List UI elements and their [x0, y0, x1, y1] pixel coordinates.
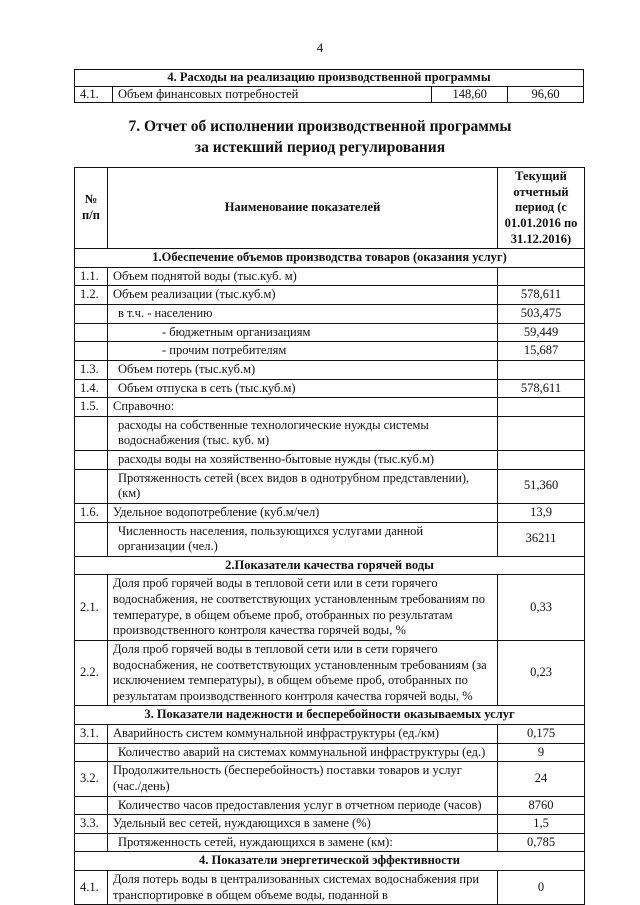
- row-value: [498, 398, 585, 417]
- row-value: 578,611: [498, 286, 585, 305]
- col-number-header: № п/п: [75, 168, 108, 249]
- row-value: 15,687: [498, 342, 585, 361]
- report-table: [74, 167, 585, 905]
- row-value: 96,60: [508, 86, 584, 103]
- row-value: 59,449: [498, 323, 585, 342]
- row-name: Доля проб горячей воды в тепловой сети или в сети горячего водоснабжения, не соответствующих установленным требованиям (за исключением температуры), в общем объеме проб, отобранных по результатам производственного контроля качества горячей воды, %: [108, 640, 498, 706]
- row-value: 0,175: [498, 725, 585, 744]
- row-name: Аварийность систем коммунальной инфраструктуры (ед./км): [108, 725, 498, 744]
- row-name: Объем поднятой воды (тыс.куб. м): [108, 267, 498, 286]
- row-name: Количество аварий на системах коммунальной инфраструктуры (ед.): [108, 743, 498, 762]
- row-number: [75, 451, 108, 470]
- row-number: [75, 342, 108, 361]
- row-value: 503,475: [498, 305, 585, 324]
- row-number: 1.4.: [75, 379, 108, 398]
- table-row: [75, 360, 585, 379]
- row-number: [75, 522, 108, 556]
- row-value: 51,360: [498, 469, 585, 503]
- row-number: [75, 743, 108, 762]
- row-value: [498, 451, 585, 470]
- table-row: [75, 725, 585, 744]
- row-name: Продолжительность (бесперебойность) поставки товаров и услуг (час./день): [108, 762, 498, 796]
- table-row: [75, 451, 585, 470]
- row-value: 9: [498, 743, 585, 762]
- table-row: [75, 86, 584, 103]
- page-number: 4: [316, 40, 324, 55]
- row-value: 0,785: [498, 833, 585, 852]
- row-number: [75, 469, 108, 503]
- report-title-line: 7. Отчет об исполнении производственной программы: [128, 118, 512, 135]
- table-row: [75, 305, 585, 324]
- row-name: Объем потерь (тыс.куб.м): [108, 360, 498, 379]
- table-row: [75, 522, 585, 556]
- row-name: - прочим потребителям: [108, 342, 498, 361]
- row-name: Удельное водопотребление (куб.м/чел): [108, 503, 498, 522]
- table-row: [75, 323, 585, 342]
- table-row: [75, 796, 585, 815]
- table-row: [75, 267, 585, 286]
- row-name: Протяженность сетей, нуждающихся в замене (км):: [108, 833, 498, 852]
- row-name: Протяженность сетей (всех видов в однотрубном представлении), (км): [108, 469, 498, 503]
- table-row: [75, 469, 585, 503]
- row-value: 0,23: [498, 640, 585, 706]
- row-value: 0,33: [498, 575, 585, 641]
- section-title: 1.Обеспечение объемов производства товаров (оказания услуг): [75, 249, 585, 268]
- row-value: 36211: [498, 522, 585, 556]
- row-number: 1.5.: [75, 398, 108, 417]
- row-number: 1.2.: [75, 286, 108, 305]
- table-row: [75, 762, 585, 796]
- row-name: Объем реализации (тыс.куб.м): [108, 286, 498, 305]
- report-title: [0, 117, 640, 159]
- row-number: 4.1.: [75, 871, 108, 905]
- row-number: [75, 305, 108, 324]
- row-name: Справочно:: [108, 398, 498, 417]
- table-row: [75, 640, 585, 706]
- row-number: 3.3.: [75, 815, 108, 834]
- table-row: [75, 743, 585, 762]
- table-row: [75, 815, 585, 834]
- table-row: [75, 833, 585, 852]
- col-name-header: Наименование показателей: [108, 168, 498, 249]
- row-number: [75, 833, 108, 852]
- section-title: 3. Показатели надежности и бесперебойности оказываемых услуг: [75, 706, 585, 725]
- table-row: [75, 871, 585, 905]
- row-value: [498, 360, 585, 379]
- table-row: [75, 286, 585, 305]
- col-value-header: Текущий отчетный период (с 01.01.2016 по 31.12.2016): [498, 168, 585, 249]
- row-number: 4.1.: [75, 86, 113, 103]
- row-name: расходы на собственные технологические нужды системы водоснабжения (тыс. куб. м): [108, 416, 498, 450]
- row-value: 578,611: [498, 379, 585, 398]
- row-value: [498, 267, 585, 286]
- row-number: [75, 796, 108, 815]
- row-value: 8760: [498, 796, 585, 815]
- row-number: 3.1.: [75, 725, 108, 744]
- section-title: 2.Показатели качества горячей воды: [75, 556, 585, 575]
- report-title-line: за истекший период регулирования: [194, 138, 446, 156]
- row-number: 3.2.: [75, 762, 108, 796]
- row-name: - бюджетным организациям: [108, 323, 498, 342]
- table-row: [75, 503, 585, 522]
- row-name: Удельный вес сетей, нуждающихся в замене (%): [108, 815, 498, 834]
- table-row: [75, 342, 585, 361]
- row-number: 2.2.: [75, 640, 108, 706]
- row-value: 0: [498, 871, 585, 905]
- table-row: [75, 575, 585, 641]
- row-name: Доля потерь воды в централизованных системах водоснабжения при транспортировке в общем объеме воды, поданной в: [108, 871, 498, 905]
- row-name: Доля проб горячей воды в тепловой сети или в сети горячего водоснабжения, не соответствующих установленным требованиям по температуре, в общем объеме проб, отобранных по результатам производственного контроля качества горячей воды, %: [108, 575, 498, 641]
- row-value: [498, 416, 585, 450]
- row-number: 1.6.: [75, 503, 108, 522]
- section-title: 4. Показатели энергетической эффективности: [75, 852, 585, 871]
- row-name: расходы воды на хозяйственно-бытовые нужды (тыс.куб.м): [108, 451, 498, 470]
- row-number: [75, 323, 108, 342]
- row-name: Численность населения, пользующихся услугами данной организации (чел.): [108, 522, 498, 556]
- row-name: Объем отпуска в сеть (тыс.куб.м): [108, 379, 498, 398]
- expenses-table: [74, 69, 584, 103]
- row-value: 1,5: [498, 815, 585, 834]
- table-row: [75, 379, 585, 398]
- table-row: [75, 398, 585, 417]
- expenses-header: 4. Расходы на реализацию производственной программы: [75, 70, 584, 87]
- table-row: [75, 416, 585, 450]
- row-value: 148,60: [432, 86, 508, 103]
- row-value: 24: [498, 762, 585, 796]
- row-value: 13,9: [498, 503, 585, 522]
- row-number: 1.3.: [75, 360, 108, 379]
- row-number: [75, 416, 108, 450]
- row-name: Объем финансовых потребностей: [112, 86, 431, 103]
- row-name: в т.ч. - населению: [108, 305, 498, 324]
- row-number: 1.1.: [75, 267, 108, 286]
- row-name: Количество часов предоставления услуг в отчетном периоде (часов): [108, 796, 498, 815]
- row-number: 2.1.: [75, 575, 108, 641]
